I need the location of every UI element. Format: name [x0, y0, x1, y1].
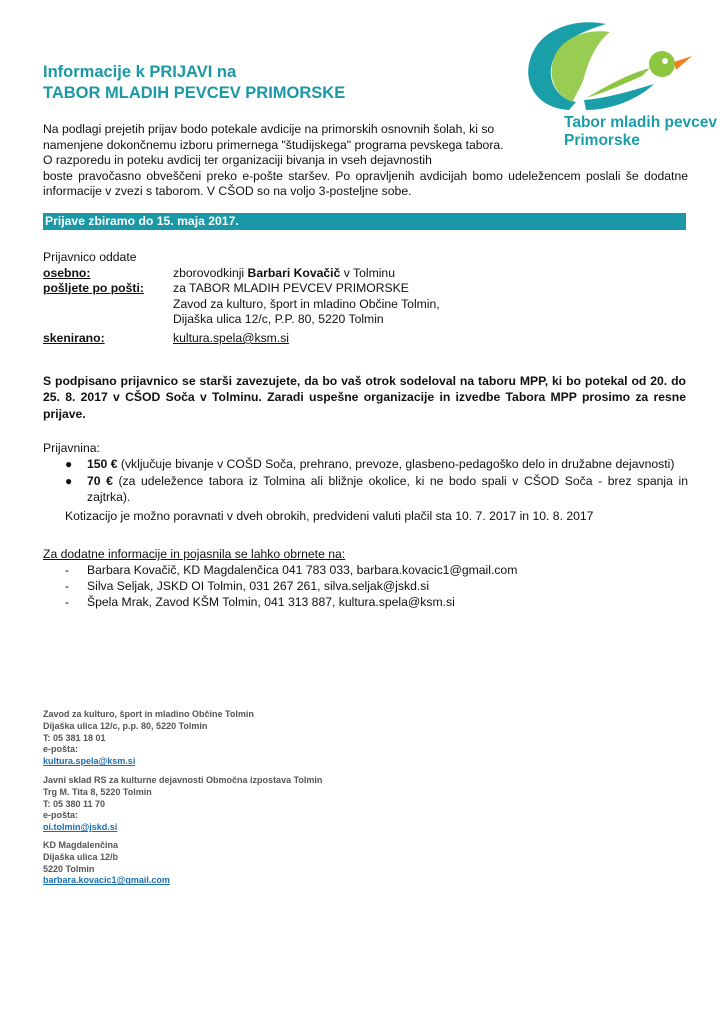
footer-org-1: [43, 709, 254, 768]
deadline-bar: Prijave zbiramo do 15. maja 2017.: [43, 213, 686, 230]
org-2-phone: T: 05 380 11 70: [43, 798, 106, 809]
personal-value: [173, 266, 395, 282]
dash-icon: -: [65, 595, 70, 609]
fee-1-amount: 150 €: [87, 457, 118, 472]
fees-label: Prijavnina:: [43, 441, 100, 455]
fee-2-desc-cont: zajtrka).: [87, 490, 131, 505]
contact-1: Barbara Kovačič, KD Magdalenčica 041 783 033, barbara.kovacic1@gmail.com: [87, 563, 518, 577]
bullet-icon: ●: [65, 457, 73, 472]
org-3-address: Dijaška ulica 12/b: [43, 851, 119, 862]
dash-icon: -: [65, 579, 70, 593]
personal-post: v Tolminu: [340, 265, 395, 280]
fee-1-text: [87, 456, 688, 472]
org-2-name: Javni sklad RS za kulturne dejavnosti Območna izpostava Tolmin: [43, 775, 323, 785]
org-1-name: Zavod za kulturo, šport in mladino Občine Tolmin: [43, 709, 254, 719]
intro-line-4: boste pravočasno obveščeni preko e-pošte staršev. Po opravljenih avdicijah bomo udeležencem poslali še dodatne: [43, 168, 688, 183]
list-item: [43, 594, 688, 610]
org-1-email-link[interactable]: kultura.spela@ksm.si: [43, 756, 136, 767]
post-line-2: Zavod za kulturo, šport in mladino Občine Tolmin,: [173, 296, 440, 311]
fees-section: [43, 440, 688, 524]
page-title: [43, 62, 345, 104]
org-3-email-link[interactable]: barbara.kovacic1@gmail.com: [43, 875, 170, 886]
notice-line-3: prijave.: [43, 406, 86, 421]
submission-heading: Prijavnico oddate: [43, 250, 137, 264]
fee-2-amount: 70 €: [87, 473, 113, 488]
scan-email-link[interactable]: kultura.spela@ksm.si: [173, 330, 290, 345]
org-3-name: KD Magdalenčina: [43, 840, 119, 850]
list-item: [43, 562, 688, 578]
fee-1-desc: (vključuje bivanje v COŠD Soča, prehrano, prevoze, glasbeno-pedagoško delo in družabne dejavnosti): [117, 457, 675, 472]
footer-org-2: [43, 775, 322, 834]
contact-2: Silva Seljak, JSKD OI Tolmin, 031 267 261, silva.seljak@jskd.si: [87, 579, 430, 593]
org-1-email-row: [43, 744, 254, 768]
personal-pre: zborovodkinji: [173, 265, 248, 280]
org-2-email-link[interactable]: oi.tolmin@jskd.si: [43, 822, 118, 833]
title-line-2: TABOR MLADIH PEVCEV PRIMORSKE: [43, 84, 346, 102]
bullet-icon: ●: [65, 473, 73, 488]
org-3-city: 5220 Tolmin: [43, 863, 95, 874]
intro-paragraph: [43, 122, 688, 200]
fee-item: [43, 456, 688, 472]
org-2-email-label: e-pošta:: [43, 810, 79, 821]
org-1-address: Dijaška ulica 12/c, p.p. 80, 5220 Tolmin: [43, 720, 208, 731]
notice-line-1: S podpisano prijavnico se starši zavezujete, da bo vaš otrok sodeloval na taboru MPP, ki bo potekal od 20. do: [43, 374, 686, 388]
fee-2-text: [87, 473, 688, 489]
list-item: [43, 578, 688, 594]
notice-line-2: 25. 8. 2017 v CŠOD Soča v Tolminu. Zaradi uspešne organizacije in izvedbe Tabora MPP prosimo za resne: [43, 390, 686, 405]
post-label: pošljete po pošti:: [43, 281, 144, 296]
fee-item: [43, 473, 688, 506]
submission-section: [43, 250, 688, 347]
logo-line-1: Tabor mladih pevcev: [564, 114, 718, 131]
intro-line-5: informacije v zvezi s taborom. V CŠOD so na voljo 3-posteljne sobe.: [43, 184, 412, 199]
parental-consent-notice: [43, 373, 686, 422]
intro-line-3: O razporedu in poteku avdicij ter organizaciji bivanja in vseh dejavnostih: [43, 153, 432, 168]
scan-label: skenirano:: [43, 330, 105, 345]
org-1-email-label: e-pošta:: [43, 744, 79, 755]
intro-line-2: namenjene dokončnemu izboru primernega "študijskega" programa pevskega tabora.: [43, 137, 504, 152]
contacts-heading: Za dodatne informacije in pojasnila se lahko obrnete na:: [43, 547, 346, 561]
contacts-section: [43, 546, 688, 610]
bird-logo-icon: [514, 18, 714, 118]
post-line-1: za TABOR MLADIH PEVCEV PRIMORSKE: [173, 281, 409, 296]
org-2-email-row: [43, 810, 322, 834]
post-line-3: Dijaška ulica 12/c, P.P. 80, 5220 Tolmin: [173, 312, 384, 327]
title-line-1: Informacije k PRIJAVI na: [43, 63, 237, 81]
dash-icon: -: [65, 563, 70, 577]
footer-org-3: [43, 840, 170, 887]
personal-name: Barbari Kovačič: [247, 265, 341, 280]
contact-3: Špela Mrak, Zavod KŠM Tolmin, 041 313 887, kultura.spela@ksm.si: [87, 595, 455, 609]
personal-label: osebno:: [43, 265, 91, 280]
org-2-address: Trg M. Tita 8, 5220 Tolmin: [43, 786, 152, 797]
installments-note: Kotizacijo je možno poravnati v dveh obrokih, predvideni valuti plačil sta 10. 7. 2017 in 10. 8. 2017: [65, 508, 594, 523]
org-1-phone: T: 05 381 18 01: [43, 732, 106, 743]
intro-line-1: Na podlagi prejetih prijav bodo potekale avdicije na primorskih osnovnih šolah, ki so: [43, 122, 495, 136]
logo-line-2: Primorske: [564, 132, 640, 149]
fee-2-desc: (za udeležence tabora iz Tolmina ali bližnje okolice, ki ne bodo spali v CŠOD Soča - brez spanja in: [112, 473, 688, 488]
